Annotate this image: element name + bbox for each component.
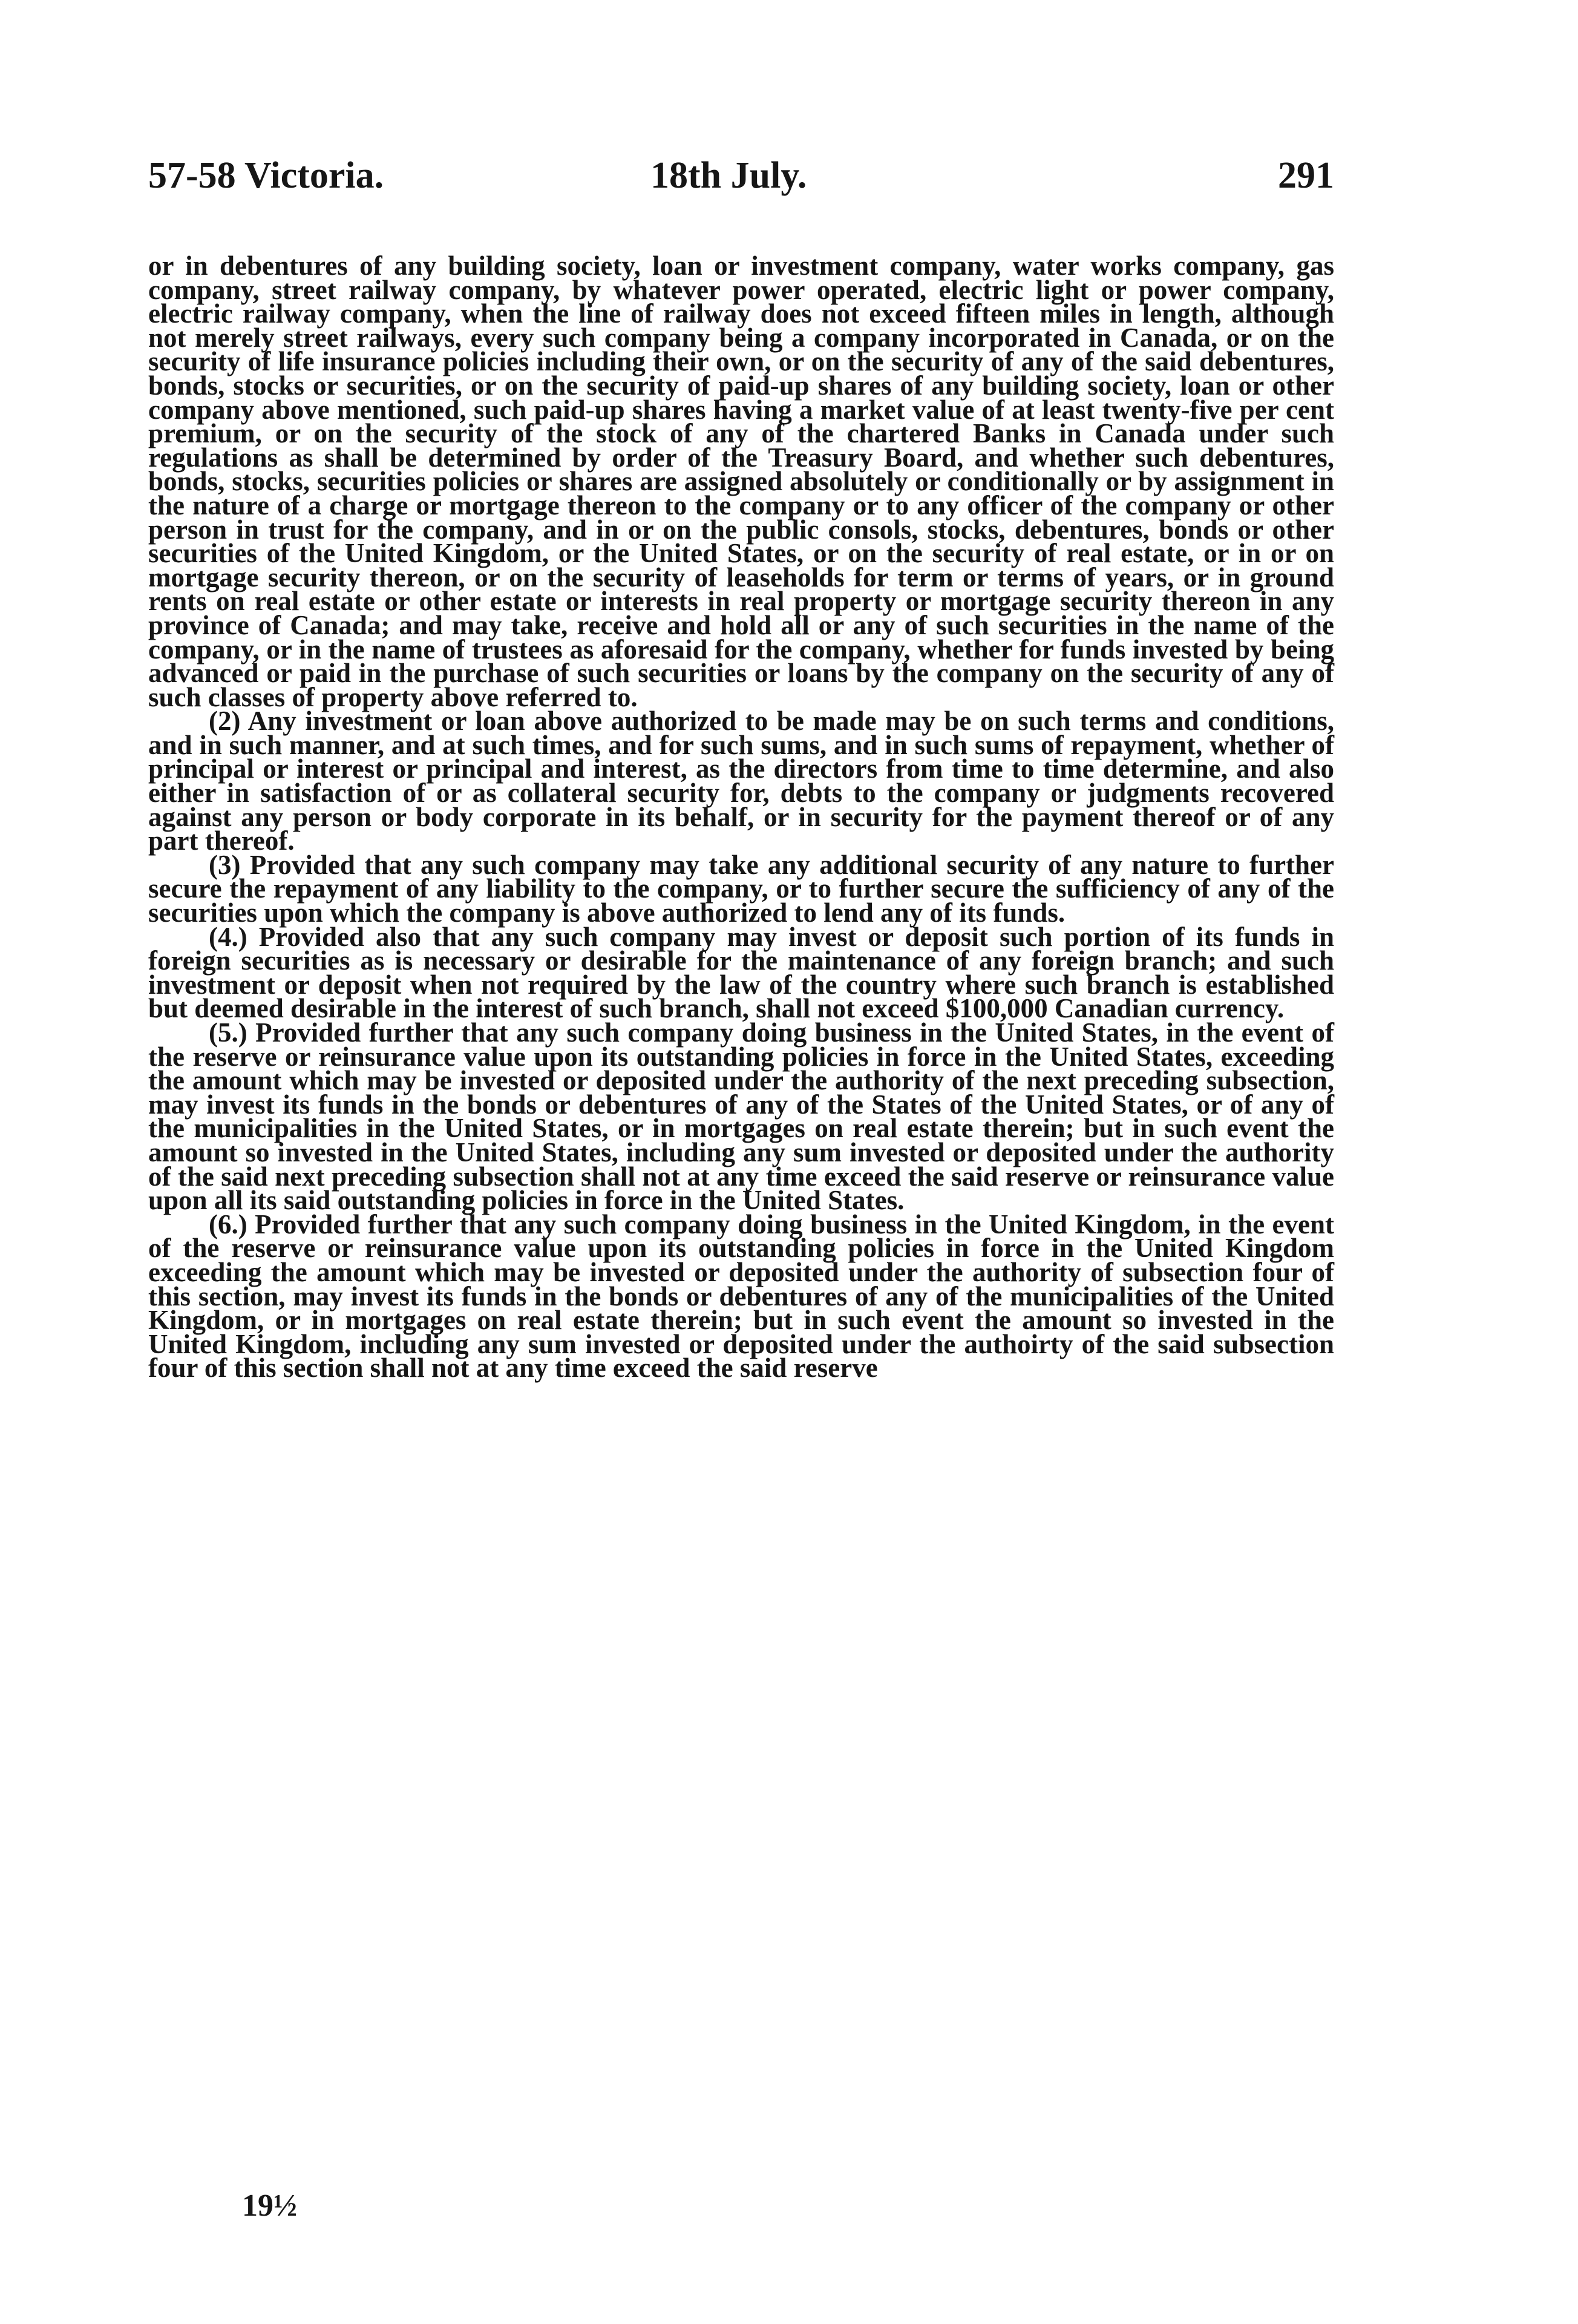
- subsection-2: (2) Any investment or loan above authorized to be made may be on such terms and conditions, and in such manner, and at such times, and for such sums, and in such sums of repayment, whether of principal or interest or principal and interest, as the directors from time to time determine, and also either in satisfaction of or as collateral security for, debts to the company or judgments recovered against any person or body corporate in its behalf, or in security for the payment thereof or of any part thereof.: [148, 706, 1334, 856]
- subsection-4: (4.) Provided also that any such company may invest or deposit such portion of its funds in foreign securities as is necessary or desirable for the maintenance of any foreign branch; and such investment or deposit when not required by the law of the country where such branch is established but deemed desirable in the interest of such branch, shall not exceed $100,000 Canadian currency.: [148, 921, 1334, 1024]
- subsection-5: (5.) Provided further that any such company doing business in the United States, in the event of the reserve or reinsurance value upon its outstanding policies in force in the United States, exceeding the amount which may be invested or deposited under the authority of the next preceding subsection, may invest its funds in the bonds or debentures of any of the States of the United States, or of any of the municipalities in the United States, or in mortgages on real estate therein; but in such event the amount so invested in the United States, including any sum invested or deposited under the authority of the said next preceding subsection shall not at any time exceed the said reserve or reinsurance value upon all its said outstanding policies in force in the United States.: [148, 1017, 1334, 1216]
- subsection-3: (3) Provided that any such company may take any additional security of any nature to further secure the repayment of any liability to the company, or to further secure the sufficiency of any of the securities upon which the company is above authorized to lend any of its funds.: [148, 849, 1334, 928]
- running-header: [148, 148, 1334, 203]
- regnal-year: 57-58 Victoria.: [148, 155, 384, 196]
- page-number: 291: [1278, 155, 1334, 196]
- subsection-6: (6.) Provided further that any such company doing business in the United Kingdom, in the event of the reserve or reinsurance value upon its outstanding policies in force in the United Kingdom exceeding the amount which may be invested or deposited under the authority of subsection four of this section, may invest its funds in the bonds or debentures of any of the municipalities of the United Kingdom, or in mortgages on real estate therein; but in such event the amount so invested in the United Kingdom, including any sum invested or deposited under the authoirty of the said subsection four of this section shall not at any time exceed the said reserve: [148, 1209, 1334, 1384]
- paragraph-continued: or in debentures of any building society, loan or investment company, water works company, gas company, street railway company, by whatever power operated, electric light or power company, electric railway company, when the line of railway does not exceed fifteen miles in length, although not merely street railways, every such company being a company incorporated in Canada, or on the security of life insurance policies including their own, or on the security of any of the said debentures, bonds, stocks or securities, or on the security of paid-up shares of any building society, loan or other company above mentioned, such paid-up shares having a market value of at least twenty-five per cent premium, or on the security of the stock of any of the chartered Banks in Canada under such regulations as shall be determined by order of the Treasury Board, and whether such debentures, bonds, stocks, securities policies or shares are assigned absolutely or conditionally or by assignment in the nature of a charge or mortgage thereon to the company or to any officer of the company or other person in trust for the company, and in or on the public consols, stocks, debentures, bonds or other securities of the United Kingdom, or the United States, or on the security of real estate, or in or on mortgage security thereon, or on the security of leaseholds for term or terms of years, or in ground rents on real estate or other estate or interests in real property or mortgage security thereon in any province of Canada; and may take, receive and hold all or any of such securities in the name of the company, or in the name of trustees as aforesaid for the company, whether for funds invested by being advanced or paid in the purchase of such securities or loans by the company on the security of any of such classes of property above referred to.: [148, 251, 1334, 712]
- statute-text: [148, 251, 1334, 1384]
- header-date: 18th July.: [650, 155, 807, 196]
- signature-mark: 19½: [242, 2188, 297, 2223]
